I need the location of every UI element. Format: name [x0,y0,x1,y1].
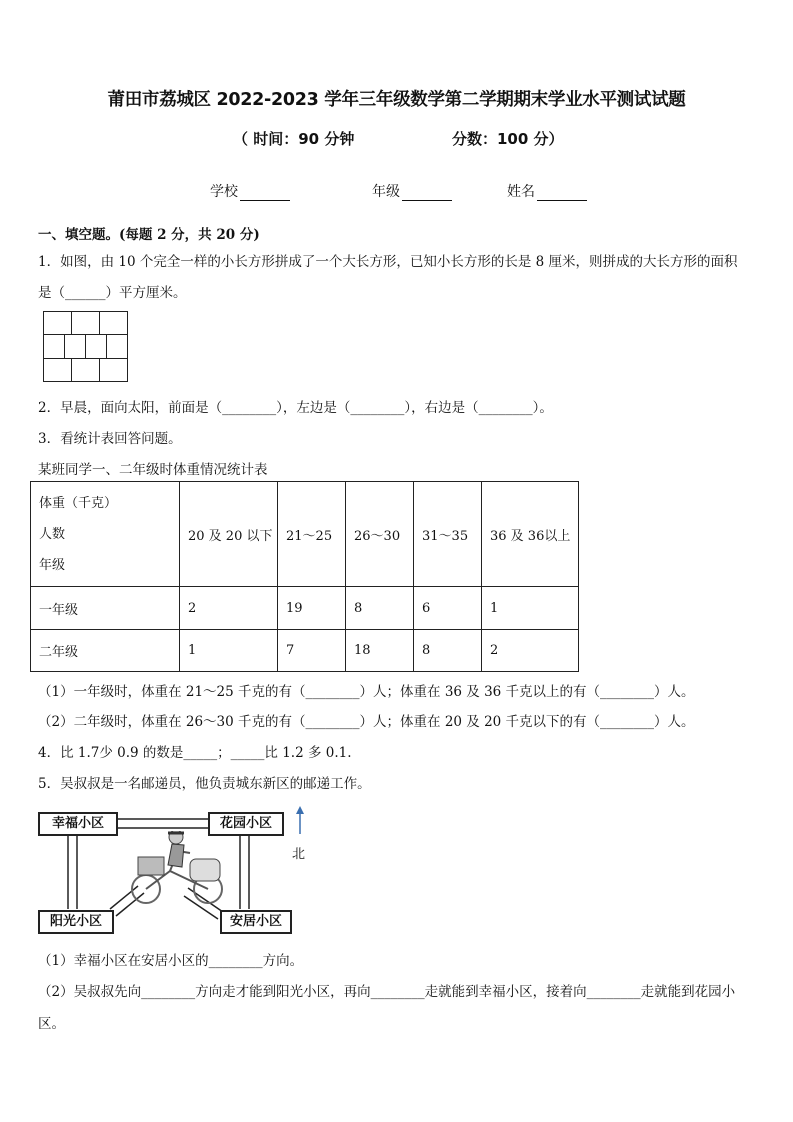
table-cell: 2 [482,630,579,672]
grid-cell [64,334,86,359]
table-header-row [31,482,579,587]
column-header: 31～35 [414,482,482,587]
north-label: 北 [292,847,306,862]
q3-text: 3．看统计表回答问题。 [38,431,182,447]
column-header: 36 及 36以上 [482,482,579,587]
name-label: 姓名 [507,184,535,200]
name-blank[interactable] [537,186,587,201]
rectangle-grid-figure [43,311,128,382]
name-field [507,181,587,201]
table-cell: 8 [414,630,482,672]
column-header: 20 及 20 以下 [180,482,278,587]
table-row [31,587,579,630]
q3-sub2: （2）二年级时，体重在 26～30 千克的有（________）人；体重在 20 及 20 千克以下的有（________）人。 [38,714,695,730]
grade-blank[interactable] [402,186,452,201]
q5-sub2-line2: 区。 [38,1016,65,1032]
table-row [31,630,579,672]
map-label-top-left: 幸福小区 [38,812,118,836]
row-label: 一年级 [31,587,180,630]
table-cell: 18 [346,630,414,672]
school-label: 学校 [210,184,238,200]
header-grade: 年级 [39,557,66,573]
q1-line1: 1．如图，由 10 个完全一样的小长方形拼成了一个大长方形，已知小长方形的长是 8 厘米，则拼成的大长方形的面积 [38,254,738,270]
neighborhood-map [38,806,318,938]
map-label-bottom-right: 安居小区 [220,910,292,934]
q4-text: 4．比 1.7少 0.9 的数是_____；_____比 1.2 多 0.1. [38,745,352,761]
grid-cell [71,311,100,335]
grade-label: 年级 [372,184,400,200]
table-cell: 7 [278,630,346,672]
map-label-top-right: 花园小区 [208,812,284,836]
postman-bicycle-illustration [118,831,228,911]
column-header: 21～25 [278,482,346,587]
grid-cell [99,311,128,335]
q5-sub2-line1: （2）吴叔叔先向________方向走才能到阳光小区，再向________走就能到幸福小区，接着向________走就能到花园小 [38,984,736,1000]
grid-cell [43,334,65,359]
header-count: 人数 [39,526,66,542]
table-cell: 1 [180,630,278,672]
weight-stat-table [30,481,579,672]
column-header: 26～30 [346,482,414,587]
map-label-bottom-left: 阳光小区 [38,910,114,934]
section-heading: 一、填空题。(每题 2 分，共 20 分) [38,227,260,243]
q2-text: 2．早晨，面向太阳，前面是（________），左边是（________），右边是（________）。 [38,400,553,416]
school-field [210,181,290,201]
table-title: 某班同学一、二年级时体重情况统计表 [38,462,268,478]
exam-time: （ 时间：90 分钟 [233,130,355,148]
table-cell: 2 [180,587,278,630]
table-cell: 19 [278,587,346,630]
grid-cell [71,358,100,382]
table-cell: 8 [346,587,414,630]
table-cell: 6 [414,587,482,630]
school-blank[interactable] [240,186,290,201]
grid-cell [99,358,128,382]
header-weight: 体重（千克） [39,495,118,511]
north-arrow-icon [293,806,307,836]
grid-cell [43,311,72,335]
grid-cell [106,334,128,359]
diagonal-header-cell [31,482,180,587]
q5-sub1: （1）幸福小区在安居小区的________方向。 [38,953,304,969]
row-label: 二年级 [31,630,180,672]
grid-cell [43,358,72,382]
page-title: 莆田市荔城区 2022-2023 学年三年级数学第二学期期末学业水平测试试题 [107,90,686,110]
exam-score: 分数：100 分） [452,130,564,148]
q1-line2: 是（______）平方厘米。 [38,285,187,301]
grade-field [372,181,452,201]
table-cell: 1 [482,587,579,630]
q3-sub1: （1）一年级时，体重在 21～25 千克的有（________）人；体重在 36 及 36 千克以上的有（________）人。 [38,684,695,700]
grid-cell [85,334,107,359]
q5-text: 5．吴叔叔是一名邮递员，他负责城东新区的邮递工作。 [38,776,371,792]
